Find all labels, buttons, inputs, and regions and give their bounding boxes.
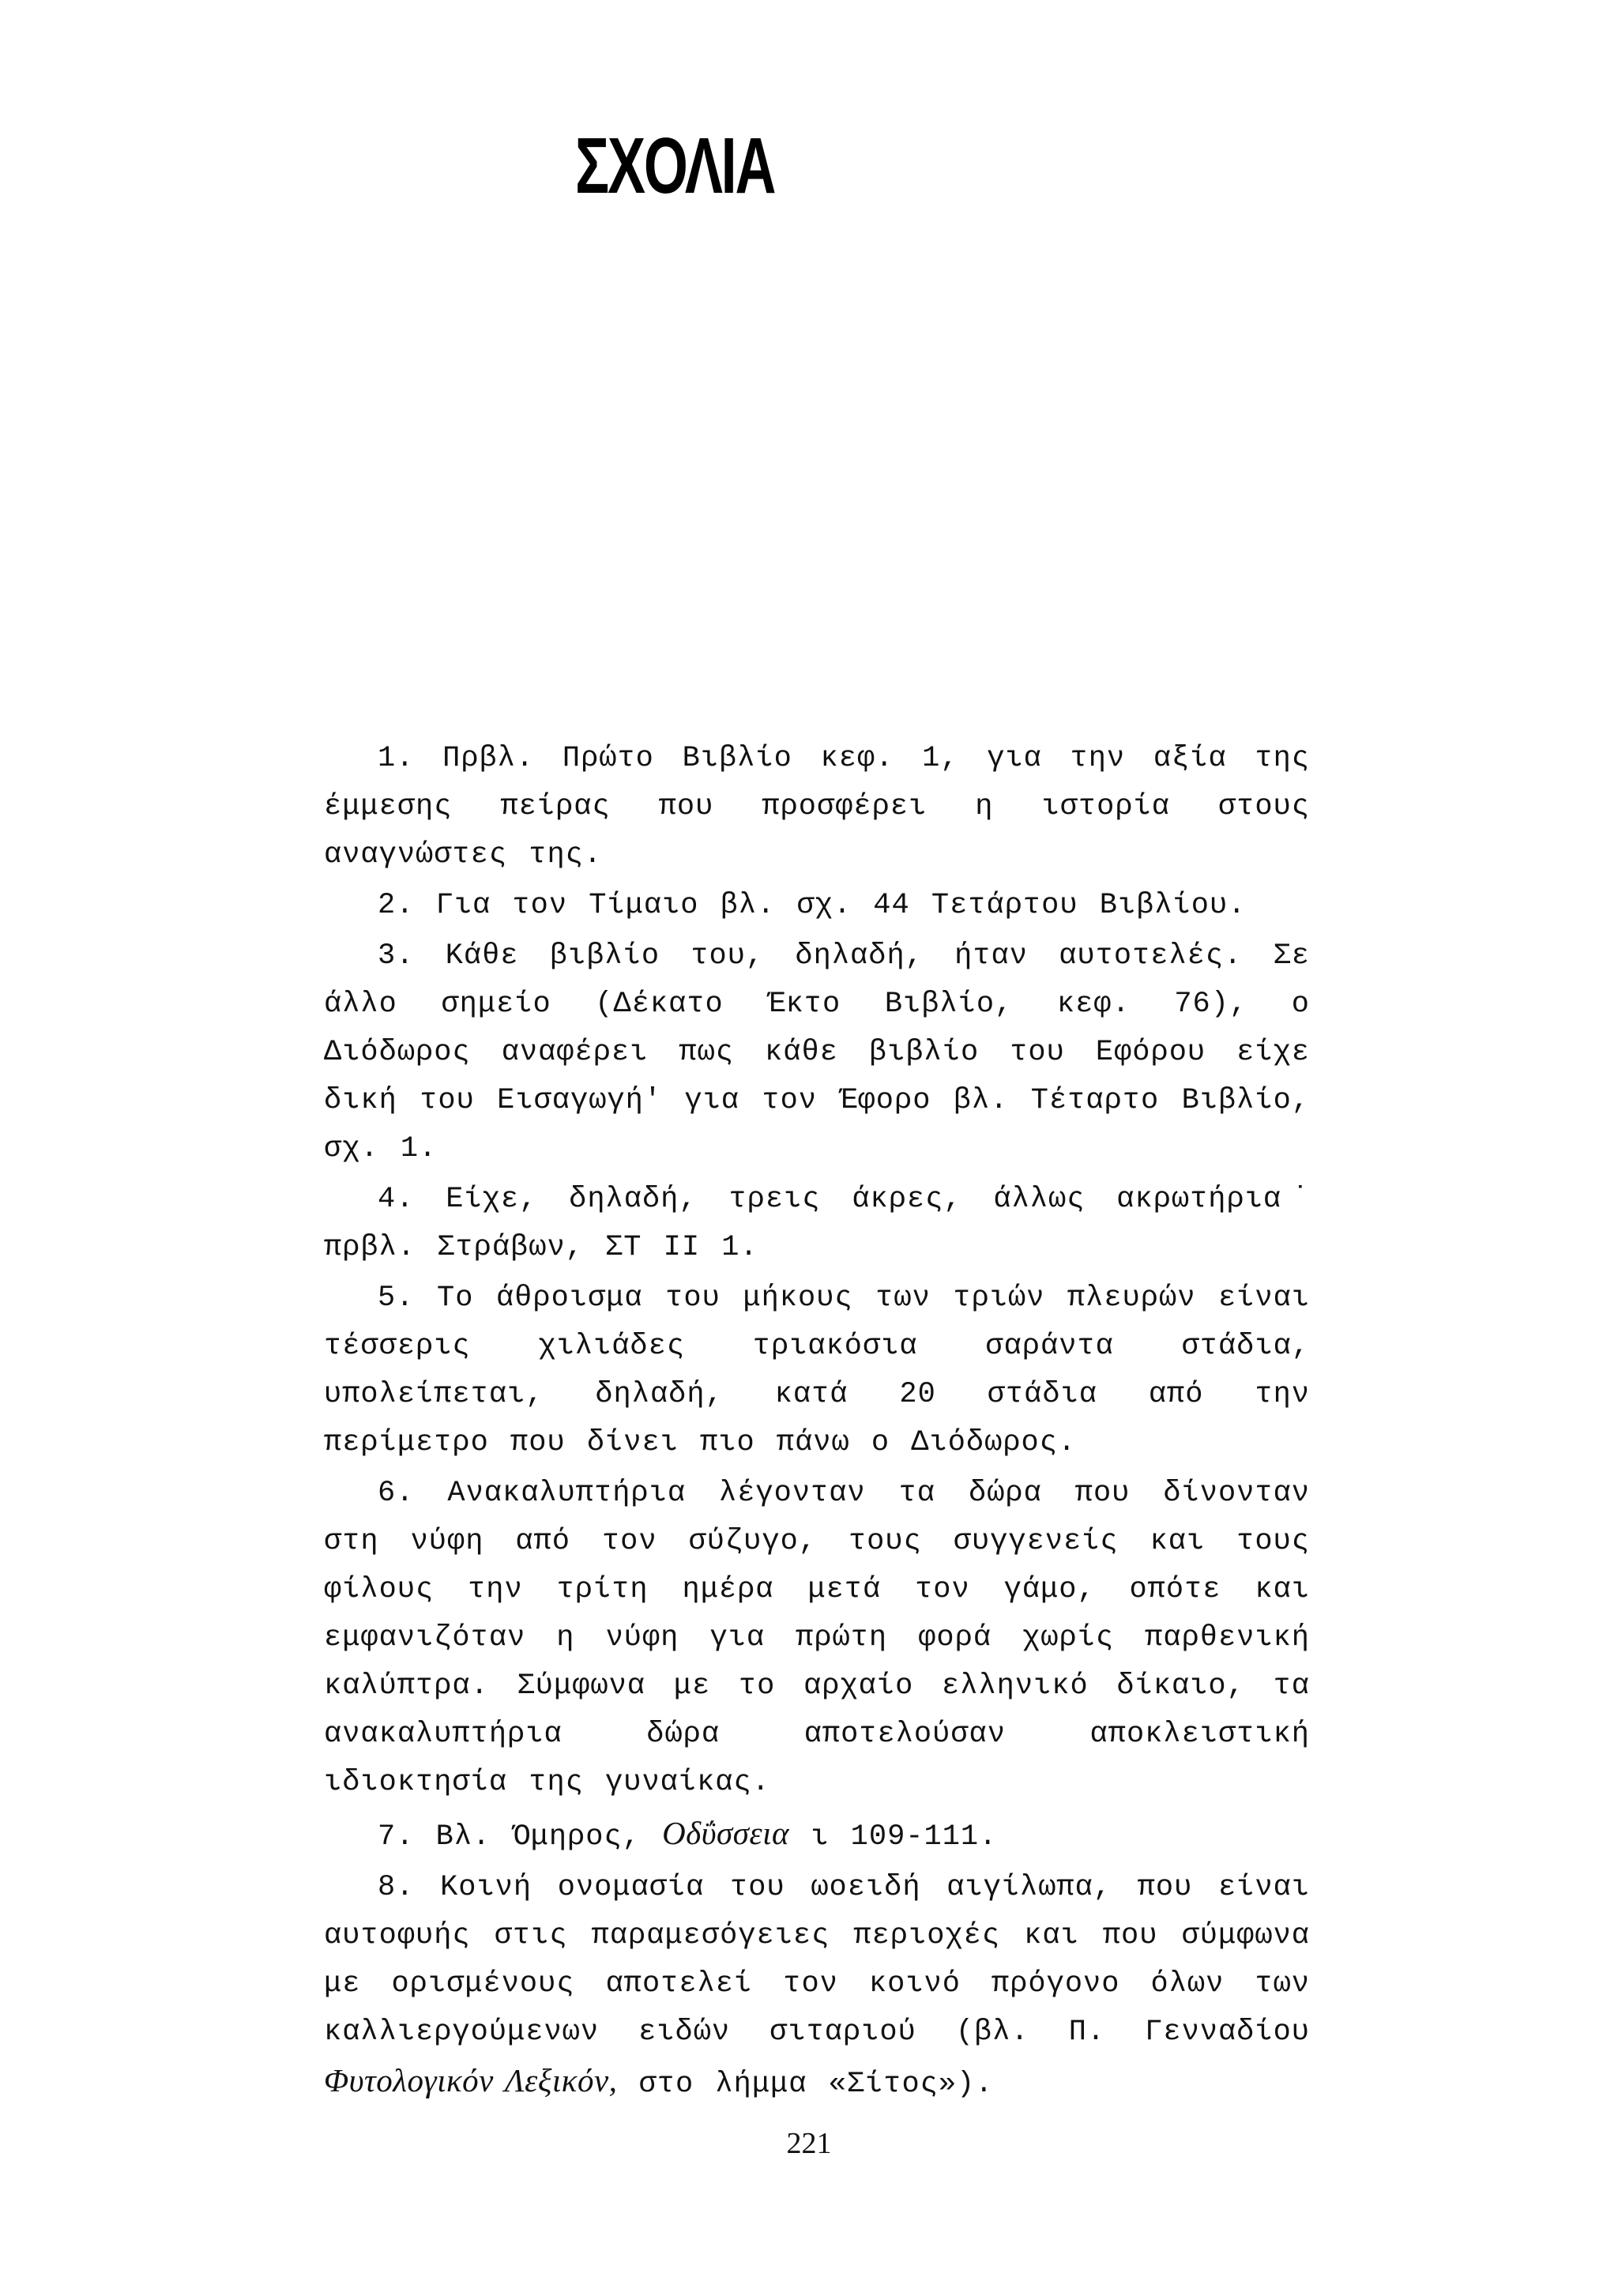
note-7 — [324, 1809, 1310, 1861]
note-8-text-before: 8. Κοινή ονομασία του ωοειδή αιγίλωπα, που είναι αυτοφυής στις παραμεσόγειες περιοχές και που σύμφωνα με ορισμένους αποτελεί τον κοινό πρόγονο όλων των καλλιεργούμενων ειδών σιταριού (βλ. Π. Γενναδίου — [324, 1871, 1310, 2049]
note-2: 2. Για τον Τίμαιο βλ. σχ. 44 Τετάρτου Βιβλίου. — [378, 889, 1247, 922]
page-title: ΣΧΟΛΙΑ — [575, 122, 775, 210]
note-6: 6. Ανακαλυπτήρια λέγονταν τα δώρα που δίνονταν στη νύφη από τον σύζυγο, τους συγγενείς και τους φίλους την τρίτη ημέρα μετά τον γάμο, οπότε και εμφανιζόταν η νύφη για πρώτη φορά χωρίς παρθενική καλύπτρα. Σύμφωνα με το αρχαίο ελληνικό δίκαιο, τα ανακαλυπτήρια δώρα αποτελούσαν αποκλειστική ιδιοκτησία της γυναίκας. — [324, 1477, 1310, 1799]
note-1: 1. Πρβλ. Πρώτο Βιβλίο κεφ. 1, για την αξία της έμμεσης πείρας που προσφέρει η ιστορία στους αναγνώστες της. — [324, 742, 1310, 871]
note-7-text-after: ι 109-111. — [789, 1820, 998, 1854]
page-number: 221 — [786, 2127, 832, 2160]
note-5: 5. Το άθροισμα του μήκους των τριών πλευρών είναι τέσσερις χιλιάδες τριακόσια σαράντα στάδια, υπολείπεται, δηλαδή, κατά 20 στάδια από την περίμετρο που δίνει πιο πάνω ο Διόδωρος. — [324, 1282, 1310, 1459]
note-4: 4. Είχε, δηλαδή, τρεις άκρες, άλλως ακρωτήρια˙ πρβλ. Στράβων, ΣΤ ΙΙ 1. — [324, 1183, 1310, 1264]
notes-section — [324, 735, 1310, 2111]
note-7-text-before: 7. Βλ. Όμηρος, — [378, 1820, 663, 1854]
note-3: 3. Κάθε βιβλίο του, δηλαδή, ήταν αυτοτελές. Σε άλλο σημείο (Δέκατο Έκτο Βιβλίο, κεφ. 76), ο Διόδωρος αναφέρει πως κάθε βιβλίο του Εφόρου είχε δική του Εισαγωγή' για τον Έφορο βλ. Τέταρτο Βιβλίο, σχ. 1. — [324, 939, 1310, 1165]
note-8-italic-title: Φυτολογικόν Λεξικόν, — [324, 2062, 618, 2098]
note-8-text-after: στο λήμμα «Σίτος»). — [617, 2068, 994, 2101]
note-8 — [324, 1864, 1310, 2109]
note-7-italic-title: Οδΰσσεια — [662, 1815, 790, 1851]
